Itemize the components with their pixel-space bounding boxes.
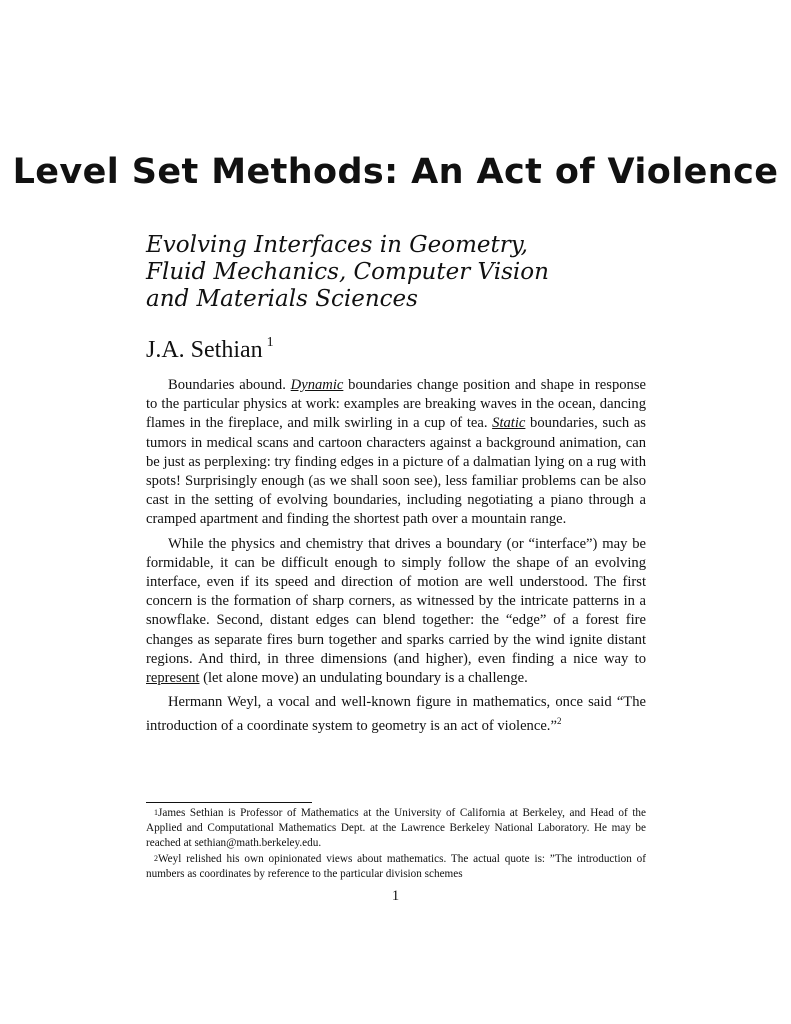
footnote-1-mark: 1	[154, 808, 158, 817]
paragraph-2	[146, 535, 646, 689]
paragraph-3-footnote-mark: 2	[556, 716, 562, 727]
emphasis-dynamic: Dynamic	[290, 377, 344, 393]
paragraph-3	[146, 693, 646, 736]
paragraph-1	[146, 376, 646, 530]
paper-subtitle	[146, 232, 549, 313]
body-text	[146, 376, 646, 742]
footnotes	[146, 806, 646, 882]
paragraph-2-text-b: (let alone move) an undulating boundary is a challenge.	[199, 670, 528, 687]
paragraph-1-text-b: boundaries change position and shape in response to the particular physics at work: examples are breaking waves in the ocean, dancing flames in the fireplace, and milk swirling in a cup of tea.	[146, 377, 646, 432]
paragraph-1-text-a: Boundaries abound.	[168, 377, 291, 393]
page-number: 1	[391, 888, 400, 904]
subtitle-line-2: Fluid Mechanics, Computer Vision	[146, 259, 549, 285]
footnote-rule	[146, 802, 312, 803]
paragraph-1-text-c: boundaries, such as tumors in medical scans and cartoon characters against a background animation, can be just as perplexing: try finding edges in a picture of a dalmatian lying on a rug with spots! Surprisingly enough (as we shall soon see), less familiar problems can be also cast in the setting of evolving boundaries, including negotiating a piano through a cramped apartment and finding the shortest path over a mountain range.	[146, 415, 646, 528]
footnote-1	[146, 806, 646, 852]
footnote-2-text: Weyl relished his own opinionated views about mathematics. The actual quote is: ”The introduction of numbers as coordinates by reference to the particular division schemes	[146, 852, 646, 880]
footnote-2-mark: 2	[154, 853, 158, 863]
emphasis-static: Static	[492, 415, 526, 432]
author-footnote-mark: 1	[266, 335, 274, 350]
paper-title: Level Set Methods: An Act of Violence	[12, 152, 779, 192]
author-name: J.A. Sethian	[146, 337, 263, 363]
footnote-1-text: James Sethian is Professor of Mathematics at the University of California at Berkeley, and Head of the Applied and Computational Mathematics Dept. at the Lawrence Berkeley National Laboratory. He may be reached at sethian@math.berkeley.edu.	[146, 807, 646, 850]
subtitle-line-3: and Materials Sciences	[146, 286, 418, 312]
paragraph-3-text: Hermann Weyl, a vocal and well-known figure in mathematics, once said “The introduction of a coordinate system to geometry is an act of violence.”	[146, 694, 646, 735]
emphasis-represent: represent	[146, 670, 200, 687]
paragraph-2-text-a: While the physics and chemistry that drives a boundary (or “interface”) may be formidable, it can be difficult enough to simply follow the shape of an evolving interface, even if its speed and direction of motion are well understood. The first concern is the formation of sharp corners, as witnessed by the intricate patterns in a snowflake. Second, distant edges can blend together: the “edge” of a forest fire changes as separate fires burn together and sparks carried by the wind ignite distant regions. And third, in three dimensions (and higher), even finding a nice way to	[146, 535, 646, 667]
footnote-2	[146, 852, 646, 882]
subtitle-line-1: Evolving Interfaces in Geometry,	[146, 232, 528, 258]
author-line	[146, 337, 274, 364]
